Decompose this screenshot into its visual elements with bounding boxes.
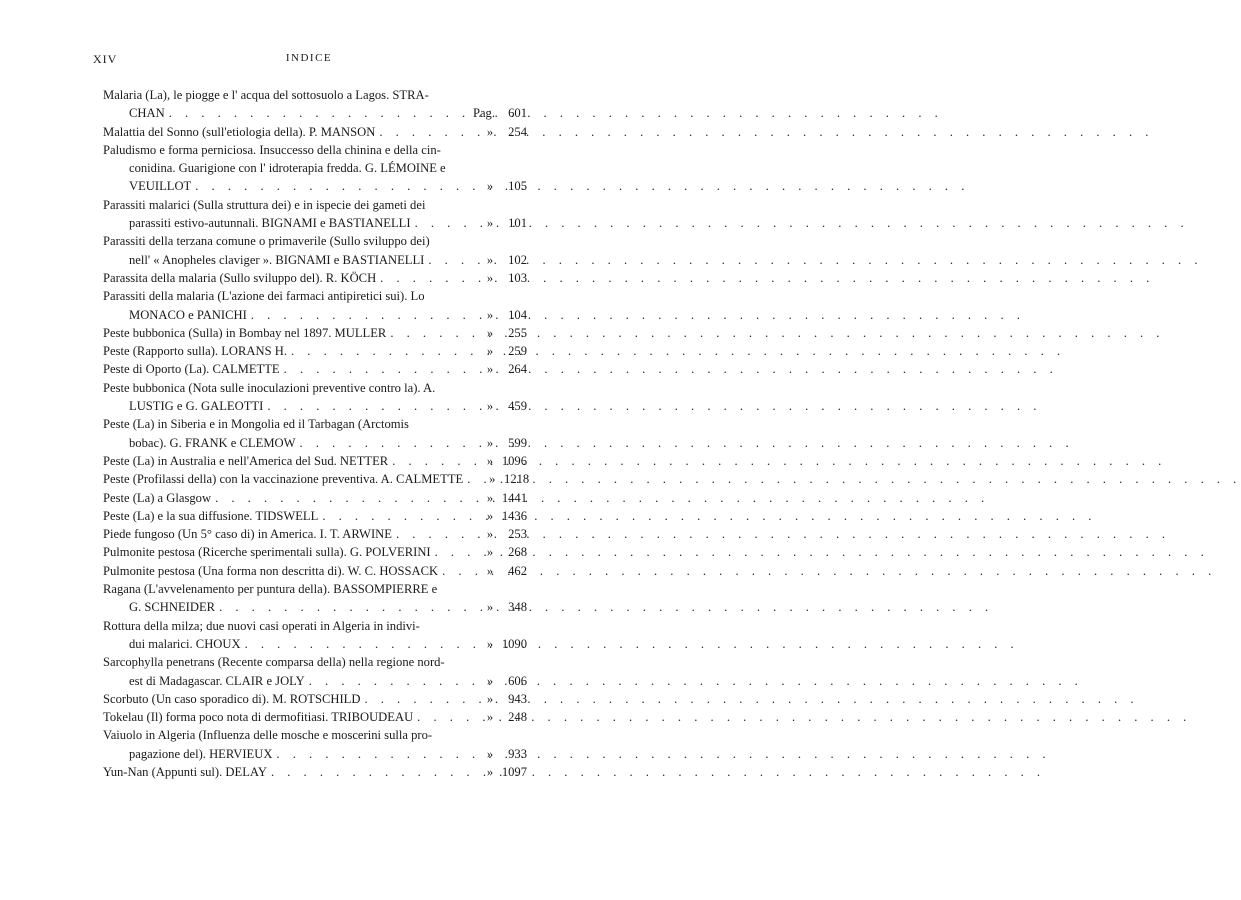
ditto-marker: » [486, 600, 494, 615]
entry-text-last: VEUILLOT [129, 179, 192, 194]
index-entry [103, 232, 527, 269]
page-number: XIV [93, 52, 118, 66]
entry-text-last: est di Madagascar. CLAIR e JOLY [129, 673, 305, 688]
index-entry [103, 470, 530, 488]
page-ref: 254 [508, 124, 527, 139]
dot-leader [376, 269, 481, 287]
page-ref: 268 [508, 545, 527, 560]
index-entry [103, 269, 527, 287]
index-entry [103, 489, 527, 507]
dot-leader [267, 763, 481, 781]
page-ref: 264 [508, 362, 527, 377]
ditto-marker: » [486, 691, 494, 706]
ditto-marker: » [486, 252, 494, 267]
dot-leader [165, 104, 473, 122]
ditto-marker: » [486, 746, 494, 761]
dot-leader [305, 672, 481, 690]
page-ref: 255 [508, 325, 527, 340]
entry-text-line: conidina. Guarigione con l' idroterapia fredda. G. LÉMOINE e [129, 161, 446, 176]
entry-text-line: Peste (La) in Siberia e in Mongolia ed il Tarbagan (Arctomis [103, 417, 409, 432]
entry-text-line: Vaiuolo in Algeria (Influenza delle mosche e moscerini sulla pro- [103, 728, 433, 743]
entry-text-last: Peste bubbonica (Sulla) in Bombay nel 1897. MULLER [103, 325, 387, 340]
page-ref: 101 [508, 216, 527, 231]
index-entry [103, 653, 527, 690]
index-entry [103, 196, 527, 233]
ditto-marker: » [486, 673, 494, 688]
entry-text-last: CHAN [129, 106, 165, 121]
entry-text-last: Malattia del Sonno (sull'etiologia della). P. MANSON [103, 124, 376, 139]
entry-text-line: Malaria (La), le piogge e l' acqua del sottosuolo a Lagos. STRA- [103, 88, 429, 102]
ditto-marker: » [486, 344, 494, 359]
page-ref: 1436 [501, 508, 527, 523]
index-entry [103, 690, 527, 708]
dot-leader [411, 214, 481, 232]
index-entry [103, 507, 527, 525]
entry-text-last: Parassita della malaria (Sullo sviluppo del). R. KÖCH [103, 270, 377, 285]
entry-text-last: G. SCHNEIDER [129, 600, 216, 615]
index-entry [103, 360, 527, 378]
index-entry [103, 86, 527, 123]
page-ref: 259 [508, 344, 527, 359]
page-ref: 1096 [501, 453, 527, 468]
ditto-marker: » [486, 307, 494, 322]
index-entry [103, 726, 527, 763]
index-entry [103, 452, 527, 470]
entry-text-last: Yun-Nan (Appunti sul). DELAY [103, 764, 267, 779]
ditto-marker: » [486, 325, 494, 340]
page-ref: 599 [508, 435, 527, 450]
ditto-marker: » [486, 179, 494, 194]
index-entry [103, 123, 527, 141]
page-prefix: Pag. [472, 106, 495, 121]
ditto-marker: » [486, 453, 494, 468]
ditto-marker: » [486, 124, 494, 139]
page-ref: 1218 [504, 472, 530, 487]
dot-leader [272, 745, 481, 763]
dot-leader [386, 324, 481, 342]
page-ref: 462 [508, 563, 527, 578]
dot-leader [392, 525, 481, 543]
entry-text-last: pagazione del). HERVIEUX [129, 746, 273, 761]
index-entry [103, 543, 527, 561]
page-ref: 1090 [501, 636, 527, 651]
index-entry [103, 324, 527, 342]
entry-text-last: Peste (La) a Glasgow [103, 490, 212, 505]
entry-text-last: MONACO e PANICHI [129, 307, 247, 322]
entry-text-line: Sarcophylla penetrans (Recente comparsa della) nella regione nord- [103, 655, 445, 670]
dot-leader [191, 177, 481, 195]
entry-text-last: Peste (Profilassi della) con la vaccinazione preventiva. A. CALMETTE [103, 472, 464, 487]
index-list [103, 86, 530, 781]
page-ref: 104 [508, 307, 527, 322]
page-ref: 253 [508, 527, 527, 542]
running-head: INDICE [285, 52, 333, 64]
entry-text-last: Peste di Oporto (La). CALMETTE [103, 362, 280, 377]
entry-text-line: Rottura della milza; due nuovi casi operati in Algeria in indivi- [103, 618, 420, 633]
index-entry [103, 763, 527, 781]
dot-leader [296, 434, 482, 452]
entry-text-last: nell' « Anopheles claviger ». BIGNAMI e BASTIANELLI [129, 252, 425, 267]
dot-leader [247, 306, 481, 324]
page-ref: 601 [508, 106, 527, 121]
dot-leader [438, 562, 481, 580]
dot-leader [463, 470, 483, 488]
index-entry [103, 287, 527, 324]
index-entry [103, 617, 527, 654]
entry-text-last: bobac). G. FRANK e CLEMOW [129, 435, 296, 450]
ditto-marker: » [486, 563, 494, 578]
dot-leader [211, 489, 481, 507]
dot-leader [263, 397, 481, 415]
entry-text-line: Peste bubbonica (Nota sulle inoculazioni preventive contro la). A. [103, 380, 436, 395]
page-ref: 1441 [501, 490, 527, 505]
dot-leader [280, 360, 481, 378]
ditto-marker: » [486, 216, 494, 231]
entry-text-line: Parassiti della malaria (L'azione dei farmaci antipiretici sui). Lo [103, 289, 425, 304]
index-entry [103, 415, 527, 452]
ditto-marker: » [486, 527, 494, 542]
ditto-marker: » [489, 472, 496, 487]
page-ref: 606 [508, 673, 527, 688]
entry-text-last: Pulmonite pestosa (Una forma non descritta di). W. C. HOSSACK [103, 563, 439, 578]
page-ref: 103 [508, 270, 527, 285]
entry-text-last: Peste (La) in Australia e nell'America del Sud. NETTER [103, 453, 389, 468]
entry-text-last: dui malarici. CHOUX [129, 636, 241, 651]
page-ref: 102 [508, 252, 527, 267]
ditto-marker: » [486, 710, 494, 725]
ditto-marker: » [486, 362, 494, 377]
dot-leader [388, 452, 481, 470]
entry-text-last: Tokelau (Il) forma poco nota di dermofitiasi. TRIBOUDEAU [103, 710, 414, 725]
entry-text-line: Paludismo e forma perniciosa. Insuccesso della chinina e della cin- [103, 142, 441, 157]
ditto-marker: » [486, 508, 494, 523]
entry-text-line: Ragana (L'avvelenamento per puntura della). BASSOMPIERRE e [103, 582, 438, 597]
ditto-marker: » [486, 545, 494, 560]
page-ref: 459 [508, 399, 527, 414]
ditto-marker: » [486, 490, 494, 505]
page-ref: 105 [508, 179, 527, 194]
entry-text-last: parassiti estivo-autunnali. BIGNAMI e BASTIANELLI [129, 216, 411, 231]
entry-text-last: LUSTIG e G. GALEOTTI [129, 399, 264, 414]
entry-text-last: Scorbuto (Un caso sporadico di). M. ROTSCHILD [103, 691, 361, 706]
index-entry [103, 580, 527, 617]
entry-text-line: Parassiti della terzana comune o primaverile (Sullo sviluppo dei) [103, 234, 430, 249]
page-ref: 348 [508, 600, 527, 615]
dot-leader [431, 543, 481, 561]
entry-text-last: Peste (Rapporto sulla). LORANS H. [103, 344, 287, 359]
index-entry [103, 379, 527, 416]
page-ref: 943 [508, 691, 527, 706]
dot-leader [424, 251, 481, 269]
entry-text-last: Piede fungoso (Un 5° caso di) in America. I. T. ARWINE [103, 527, 392, 542]
index-entry [103, 708, 527, 726]
dot-leader [241, 635, 481, 653]
dot-leader [287, 342, 481, 360]
ditto-marker: » [486, 764, 494, 779]
dot-leader [360, 690, 481, 708]
index-entry [103, 141, 527, 196]
entry-text-line: Parassiti malarici (Sulla struttura dei) e in ispecie dei gameti dei [103, 197, 426, 212]
dot-leader [318, 507, 481, 525]
page-ref: 248 [508, 710, 527, 725]
ditto-marker: » [486, 270, 494, 285]
dot-leader [413, 708, 481, 726]
dot-leader [215, 598, 481, 616]
entry-text-last: Peste (La) e la sua diffusione. TIDSWELL [103, 508, 319, 523]
page-ref: 933 [508, 746, 527, 761]
page-ref: 1097 [501, 764, 527, 779]
ditto-marker: » [486, 636, 494, 651]
entry-text-last: Pulmonite pestosa (Ricerche sperimentali sulla). G. POLVERINI [103, 545, 431, 560]
index-entry [103, 342, 527, 360]
index-entry [103, 525, 527, 543]
ditto-marker: » [486, 399, 494, 414]
index-entry [103, 562, 527, 580]
dot-leader [375, 123, 481, 141]
ditto-marker: » [486, 435, 494, 450]
